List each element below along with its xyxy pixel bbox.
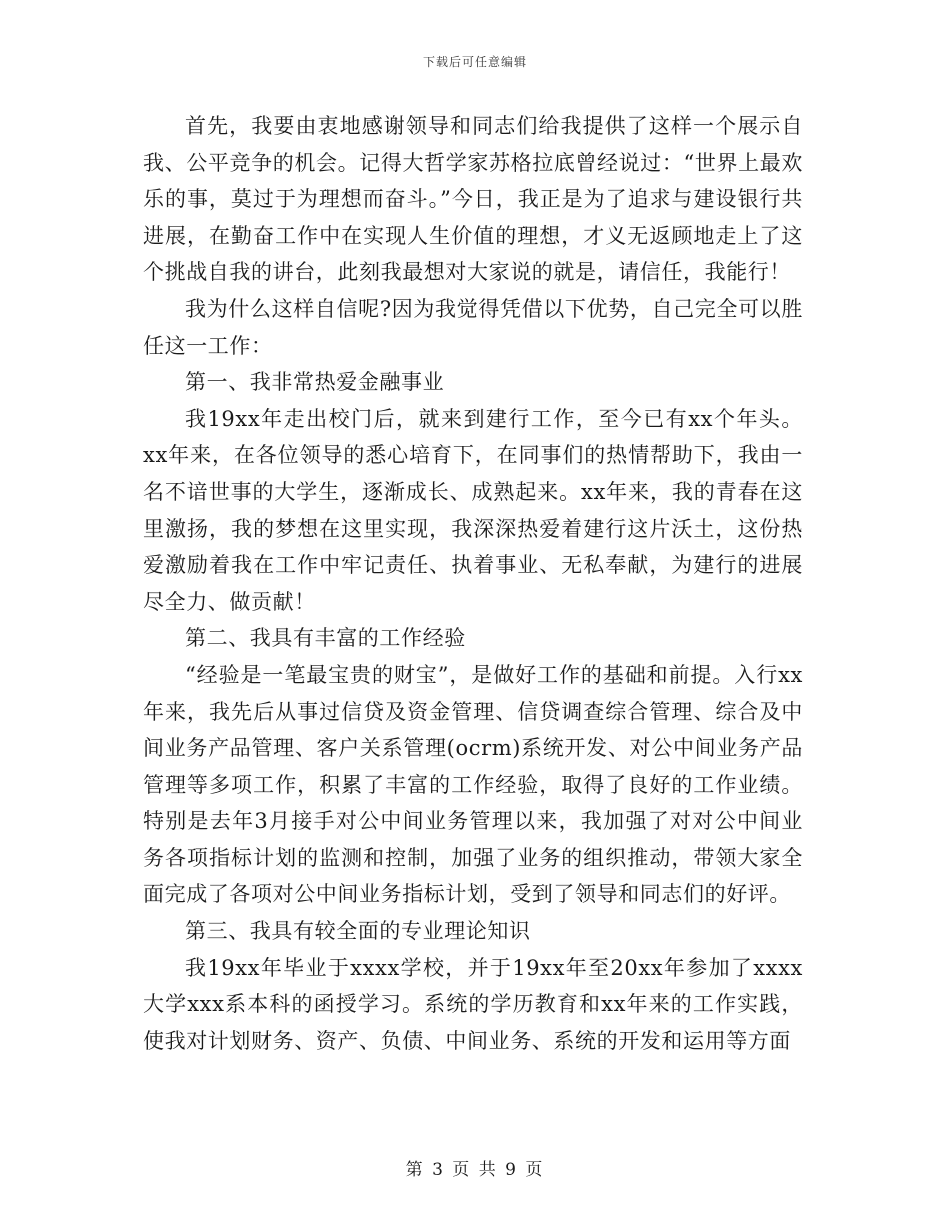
page-header: 下载后可任意编辑 <box>422 55 527 69</box>
section-heading-2: 第二、我具有丰富的工作经验 <box>185 626 466 651</box>
paragraph-confidence: 我为什么这样自信呢?因为我觉得凭借以下优势，自己完全可以胜任这一工作： <box>143 296 803 358</box>
section-heading-3: 第三、我具有较全面的专业理论知识 <box>185 919 531 944</box>
document-body <box>143 108 803 1059</box>
page-footer: 第 3 页 共 9 页 <box>405 1160 545 1180</box>
paragraph-experience: “经验是一笔最宝贵的财宝”，是做好工作的基础和前提。入行xx年来，我先后从事过信贷及资金管理、信贷调查综合管理、综合及中间业务产品管理、客户关系管理(ocrm)系统开发、对公中间业务产品管理等多项工作，积累了丰富的工作经验，取得了良好的工作业绩。特别是去年3月接手对公中间业务管理以来，我加强了对对公中间业务各项指标计划的监测和控制，加强了业务的组织推动，带领大家全面完成了各项对公中间业务指标计划，受到了领导和同志们的好评。 <box>143 662 803 907</box>
paragraph-love-finance: 我19xx年走出校门后，就来到建行工作，至今已有xx个年头。xx年来，在各位领导的悉心培育下，在同事们的热情帮助下，我由一名不谙世事的大学生，逐渐成长、成熟起来。xx年来，我的青春在这里激扬，我的梦想在这里实现，我深深热爱着建行这片沃土，这份热爱激励着我在工作中牢记责任、执着事业、无私奉献，为建行的进展尽全力、做贡献！ <box>143 406 803 614</box>
paragraph-knowledge: 我19xx年毕业于xxxx学校，并于19xx年至20xx年参加了xxxx大学xxx系本科的函授学习。系统的学历教育和xx年来的工作实践，使我对计划财务、资产、负债、中间业务、系统的开发和运用等方面 <box>143 955 803 1053</box>
section-heading-1: 第一、我非常热爱金融事业 <box>185 370 445 395</box>
paragraph-intro: 首先，我要由衷地感谢领导和同志们给我提供了这样一个展示自我、公平竞争的机会。记得大哲学家苏格拉底曾经说过：“世界上最欢乐的事，莫过于为理想而奋斗。”今日，我正是为了追求与建设银行共进展，在勤奋工作中在实现人生价值的理想，才义无返顾地走上了这个挑战自我的讲台，此刻我最想对大家说的就是，请信任，我能行！ <box>143 114 803 285</box>
